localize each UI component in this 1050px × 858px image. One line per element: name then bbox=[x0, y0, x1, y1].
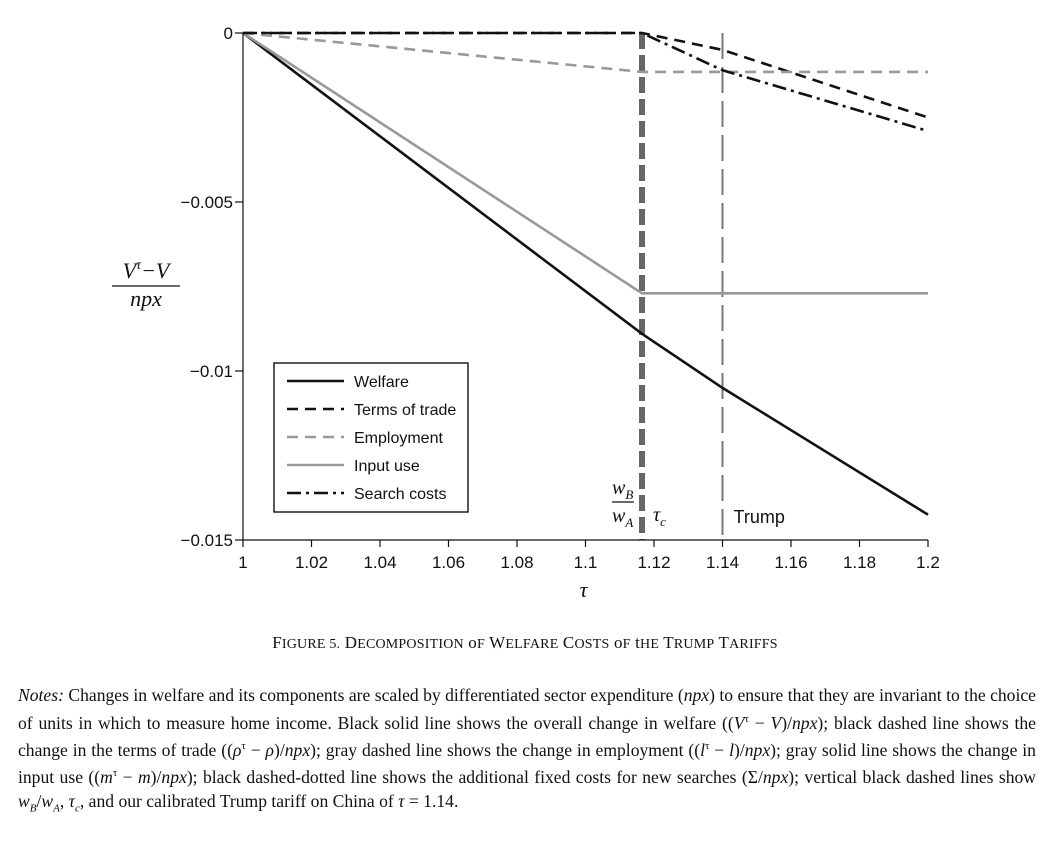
legend bbox=[274, 363, 468, 512]
caption-word: RUMP bbox=[673, 637, 715, 652]
x-tick-label: 1.14 bbox=[705, 553, 740, 572]
notes-text: ); vertical black dashed lines show bbox=[788, 767, 1037, 788]
x-tick-label: 1 bbox=[238, 553, 248, 572]
annotation-trump: Trump bbox=[733, 507, 785, 527]
x-tick-label: 1.18 bbox=[842, 553, 877, 572]
caption-word: t bbox=[635, 633, 641, 652]
notes-math: τ bbox=[241, 739, 246, 752]
annotation-wb-base: w bbox=[612, 477, 626, 499]
annotation-tau-c-base: τ bbox=[653, 504, 661, 526]
series-line-employment bbox=[243, 33, 928, 72]
notes-math: c bbox=[74, 802, 80, 815]
caption-word: OSTS bbox=[574, 637, 610, 652]
caption-word: W bbox=[489, 633, 506, 652]
caption-word: ARIFFS bbox=[729, 637, 778, 652]
notes-math: τ bbox=[744, 712, 749, 725]
notes-math: npx bbox=[683, 685, 710, 705]
annotation-wa bbox=[612, 505, 633, 530]
notes-text: − bbox=[709, 739, 730, 760]
notes-text: , bbox=[59, 790, 69, 811]
caption-word: ELFARE bbox=[505, 637, 559, 652]
caption-word: o bbox=[468, 633, 477, 652]
notes-math: m bbox=[137, 767, 151, 788]
caption-word: o bbox=[613, 633, 623, 652]
annotation-wa-sub: A bbox=[625, 515, 634, 530]
y-label-part: −V bbox=[141, 258, 170, 283]
notes-math: τ bbox=[112, 767, 118, 780]
notes-math: A bbox=[53, 802, 60, 815]
x-tick-label: 1.06 bbox=[431, 553, 466, 572]
x-tick-label: 1.12 bbox=[637, 553, 671, 572]
y-label-part: V bbox=[122, 258, 137, 283]
y-tick-label: −0.005 bbox=[180, 193, 233, 212]
legend-label: Welfare bbox=[354, 374, 409, 391]
annotation-wa-base: w bbox=[612, 505, 626, 527]
notes-math: npx bbox=[744, 739, 771, 760]
x-tick-label: 1.16 bbox=[774, 553, 808, 572]
notes-math: B bbox=[29, 802, 37, 815]
notes-math: npx bbox=[762, 767, 789, 788]
caption-prefix: FIGURE 5. bbox=[272, 633, 341, 652]
annotation-wb bbox=[612, 477, 633, 502]
y-axis-label-numerator bbox=[123, 258, 172, 283]
notes-math: w bbox=[18, 790, 30, 811]
caption-word: HE bbox=[640, 637, 660, 652]
series-line-terms-of-trade bbox=[243, 33, 928, 118]
x-tick-label: 1.2 bbox=[916, 553, 940, 572]
notes-math: ρ bbox=[265, 739, 274, 760]
notes-text: ) to ensure that they are invariant to the choice of units in which to measure home income. Black solid line shows the overall change in welfare (( bbox=[18, 685, 1036, 733]
notes-text: − bbox=[748, 712, 771, 733]
y-axis-label-denominator: npx bbox=[130, 286, 162, 311]
notes-math: V bbox=[770, 712, 782, 733]
notes-text: ); black dashed-dotted line shows the additional fixed costs for new searches (Σ/ bbox=[186, 767, 763, 788]
notes-math: τ bbox=[398, 790, 405, 811]
annotations bbox=[612, 477, 785, 530]
x-tick-label: 1.02 bbox=[294, 553, 329, 572]
notes-text: )/ bbox=[733, 739, 745, 760]
notes-text: Changes in welfare and its components are scaled by differentiated sector expenditure ( bbox=[68, 685, 684, 705]
x-axis-label: τ bbox=[579, 577, 588, 602]
y-tick-label: 0 bbox=[223, 24, 233, 43]
legend-label: Terms of trade bbox=[354, 402, 457, 419]
caption-text bbox=[345, 633, 778, 652]
figure-notes bbox=[18, 684, 1036, 821]
legend-label: Employment bbox=[354, 430, 443, 447]
caption-word: T bbox=[663, 633, 674, 652]
legend-label: Input use bbox=[354, 458, 420, 475]
y-tick-label: −0.01 bbox=[189, 362, 233, 381]
axes bbox=[112, 24, 940, 602]
notes-math: npx bbox=[284, 739, 311, 760]
notes-text: − bbox=[245, 739, 266, 760]
notes-text: ); gray solid line shows the change in input use (( bbox=[18, 739, 1036, 788]
notes-text: )/ bbox=[781, 712, 792, 733]
notes-text: / bbox=[36, 790, 42, 811]
notes-text: − bbox=[117, 767, 138, 788]
legend-label: Search costs bbox=[354, 486, 447, 503]
caption-word: ECOMPOSITION bbox=[357, 637, 464, 652]
notes-label: Notes: bbox=[18, 685, 64, 705]
notes-math: τ bbox=[704, 739, 710, 752]
x-tick-label: 1.08 bbox=[500, 553, 534, 572]
notes-math: ρ bbox=[232, 739, 242, 760]
caption-word: F bbox=[476, 637, 485, 652]
notes-text: )/ bbox=[274, 739, 285, 760]
x-tick-label: 1.1 bbox=[573, 553, 598, 572]
annotation-wb-sub: B bbox=[625, 487, 634, 502]
annotation-tau-c-sub: c bbox=[660, 514, 666, 529]
notes-math: npx bbox=[161, 767, 187, 788]
caption-word: T bbox=[718, 633, 730, 652]
figure-caption bbox=[0, 633, 1050, 653]
x-tick-label: 1.04 bbox=[363, 553, 397, 572]
notes-math: l bbox=[700, 739, 705, 760]
notes-text: )/ bbox=[150, 767, 162, 788]
y-tick-label: −0.015 bbox=[180, 531, 233, 550]
notes-text: ); black dashed line shows the change in the terms of trade (( bbox=[18, 712, 1036, 760]
notes-math: npx bbox=[791, 712, 818, 733]
notes-math: w bbox=[41, 790, 54, 811]
caption-word: F bbox=[622, 637, 631, 652]
caption-word: C bbox=[562, 633, 575, 652]
notes-math: m bbox=[100, 767, 113, 788]
notes-math: τ bbox=[68, 790, 75, 811]
notes-text: ); gray dashed line shows the change in employment (( bbox=[310, 739, 701, 760]
annotation-tau-c bbox=[653, 504, 666, 529]
caption-word: D bbox=[344, 633, 358, 652]
y-label-part: τ bbox=[136, 258, 142, 273]
notes-text: = 1.14. bbox=[404, 790, 459, 811]
notes-math: V bbox=[733, 712, 745, 733]
notes-math: l bbox=[729, 739, 734, 760]
series-line-search-costs bbox=[243, 33, 928, 131]
notes-text: , and our calibrated Trump tariff on China of bbox=[79, 790, 399, 811]
